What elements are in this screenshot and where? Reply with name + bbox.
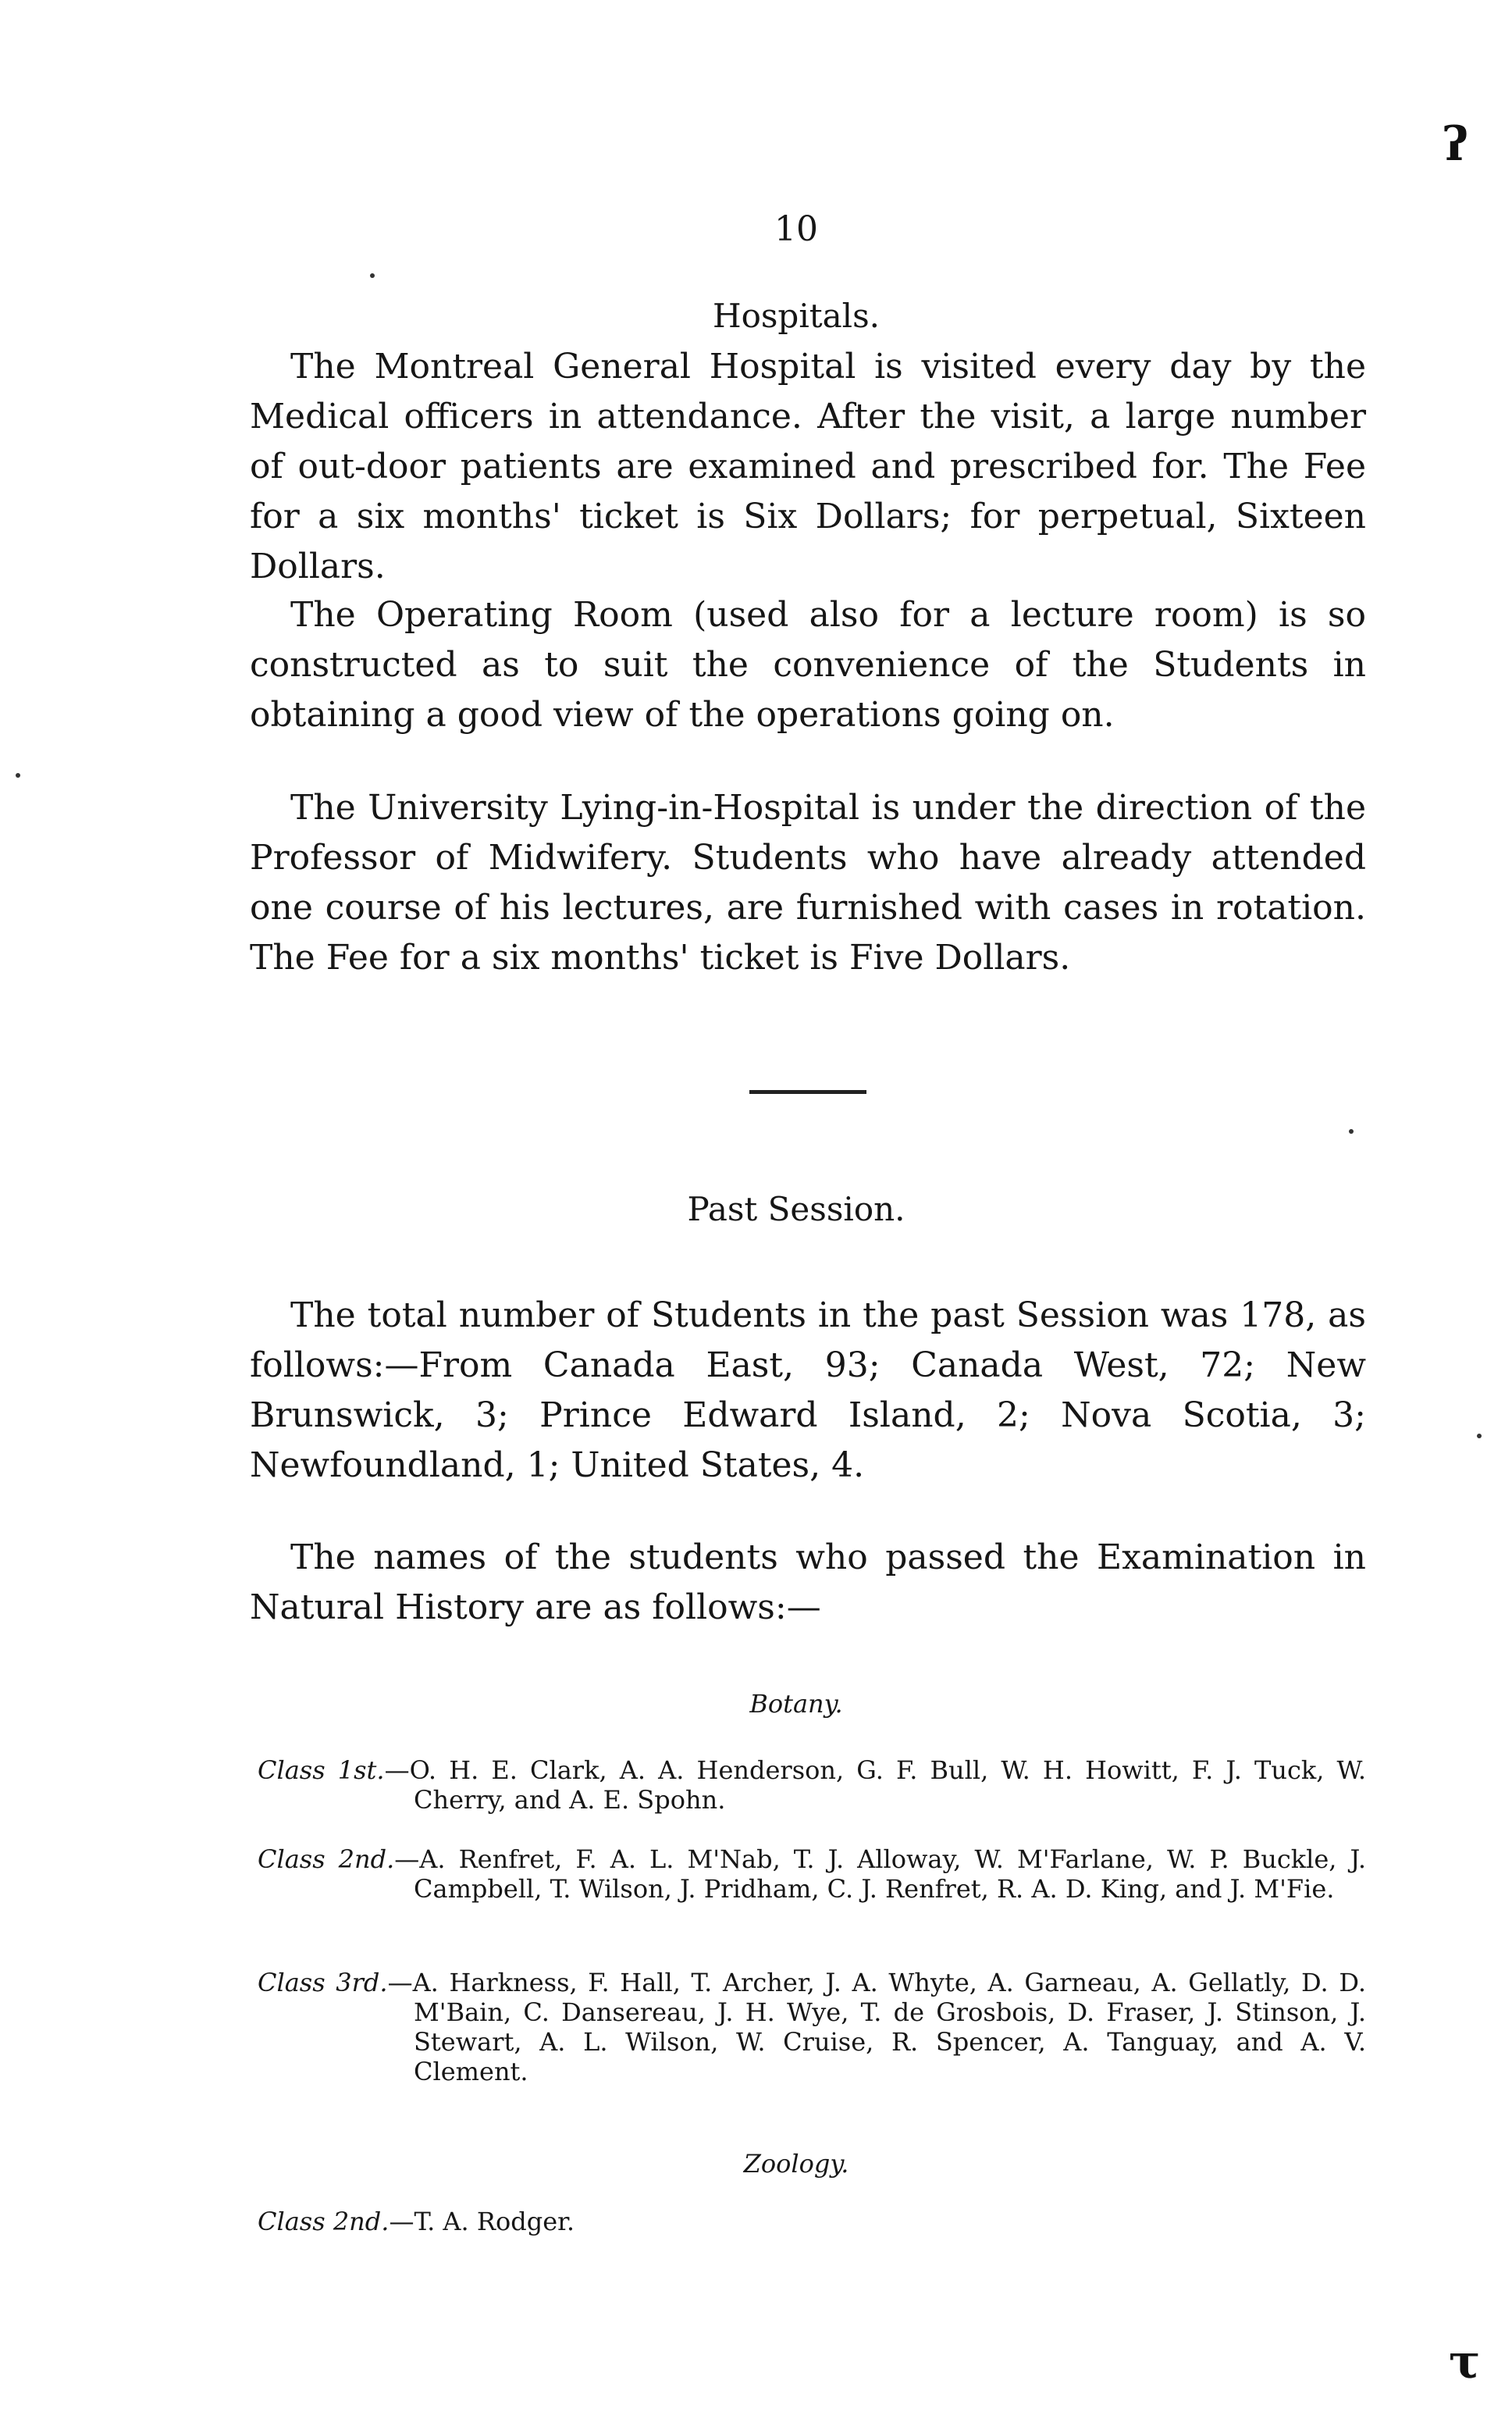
botany-class-1st <box>258 1755 1366 1815</box>
class-names: —A. Harkness, F. Hall, T. Archer, J. A. Whyte, A. Garneau, A. Gellatly, D. D. M'Bain, C. Dansereau, J. H. Wye, T. de Grosbois, D. Fraser, J. Stinson, J. Stewart, A. L. Wilson, W. Cruise, R. Spencer, A. Tanguay, and A. V. Clement. <box>387 1968 1367 2086</box>
section-divider <box>749 1090 866 1094</box>
class-label: Class 2nd. <box>258 2207 390 2236</box>
class-names: —O. H. E. Clark, A. A. Henderson, G. F. Bull, W. H. Howitt, F. J. Tuck, W. Cherry, and A. E. Spohn. <box>384 1755 1367 1815</box>
past-session-heading: Past Session. <box>687 1190 905 1228</box>
speck <box>370 273 375 278</box>
class-label: Class 2nd. <box>258 1844 395 1874</box>
speck <box>1477 1434 1482 1438</box>
botany-class-3rd <box>258 1968 1366 2086</box>
past-session-paragraph-1: The total number of Students in the past Session was 178, as follows:—From Canada East, 93; Canada West, 72; New Brunswick, 3; Prince Edward Island, 2; Nova Scotia, 3; Newfoundland, 1; United States, 4. <box>250 1295 1366 1485</box>
hospitals-paragraph-2: The Operating Room (used also for a lecture room) is so constructed as to suit the convenience of the Students in obtaining a good view of the operations going on. <box>250 595 1366 735</box>
zoology-heading: Zoology. <box>743 2149 849 2179</box>
botany-heading: Botany. <box>749 1689 843 1719</box>
zoology-class-2nd <box>258 2207 1366 2236</box>
class-names: —A. Renfret, F. A. L. M'Nab, T. J. Alloway, W. M'Farlane, W. P. Buckle, J. Campbell, T. Wilson, J. Pridham, C. J. Renfret, R. A. D. King, and J. M'Fie. <box>394 1844 1367 1904</box>
past-session-paragraph-2: The names of the students who passed the Examination in Natural History are as follows:— <box>250 1537 1366 1627</box>
hospitals-paragraph-1: The Montreal General Hospital is visited every day by the Medical officers in attendance. After the visit, a large number of out-door patients are examined and prescribed for. The Fee for a six months' ticket is Six Dollars; for perpetual, Sixteen Dollars. <box>250 347 1366 586</box>
speck <box>1349 1129 1354 1134</box>
class-label: Class 1st. <box>258 1755 385 1785</box>
class-names: —T. A. Rodger. <box>389 2207 575 2236</box>
margin-mark-top: ʔ <box>1443 117 1469 172</box>
margin-mark-bottom: τ <box>1449 2335 1481 2389</box>
hospitals-heading: Hospitals. <box>712 297 881 335</box>
hospitals-paragraph-3: The University Lying-in-Hospital is under the direction of the Professor of Midwifery. Students who have already attended one course of his lectures, are furnished with cases in rotation. The Fee for a six months' ticket is Five Dollars. <box>250 788 1366 978</box>
speck <box>16 773 20 778</box>
page-number: 10 <box>774 209 818 249</box>
class-label: Class 3rd. <box>258 1968 388 1997</box>
botany-class-2nd <box>258 1844 1366 1904</box>
